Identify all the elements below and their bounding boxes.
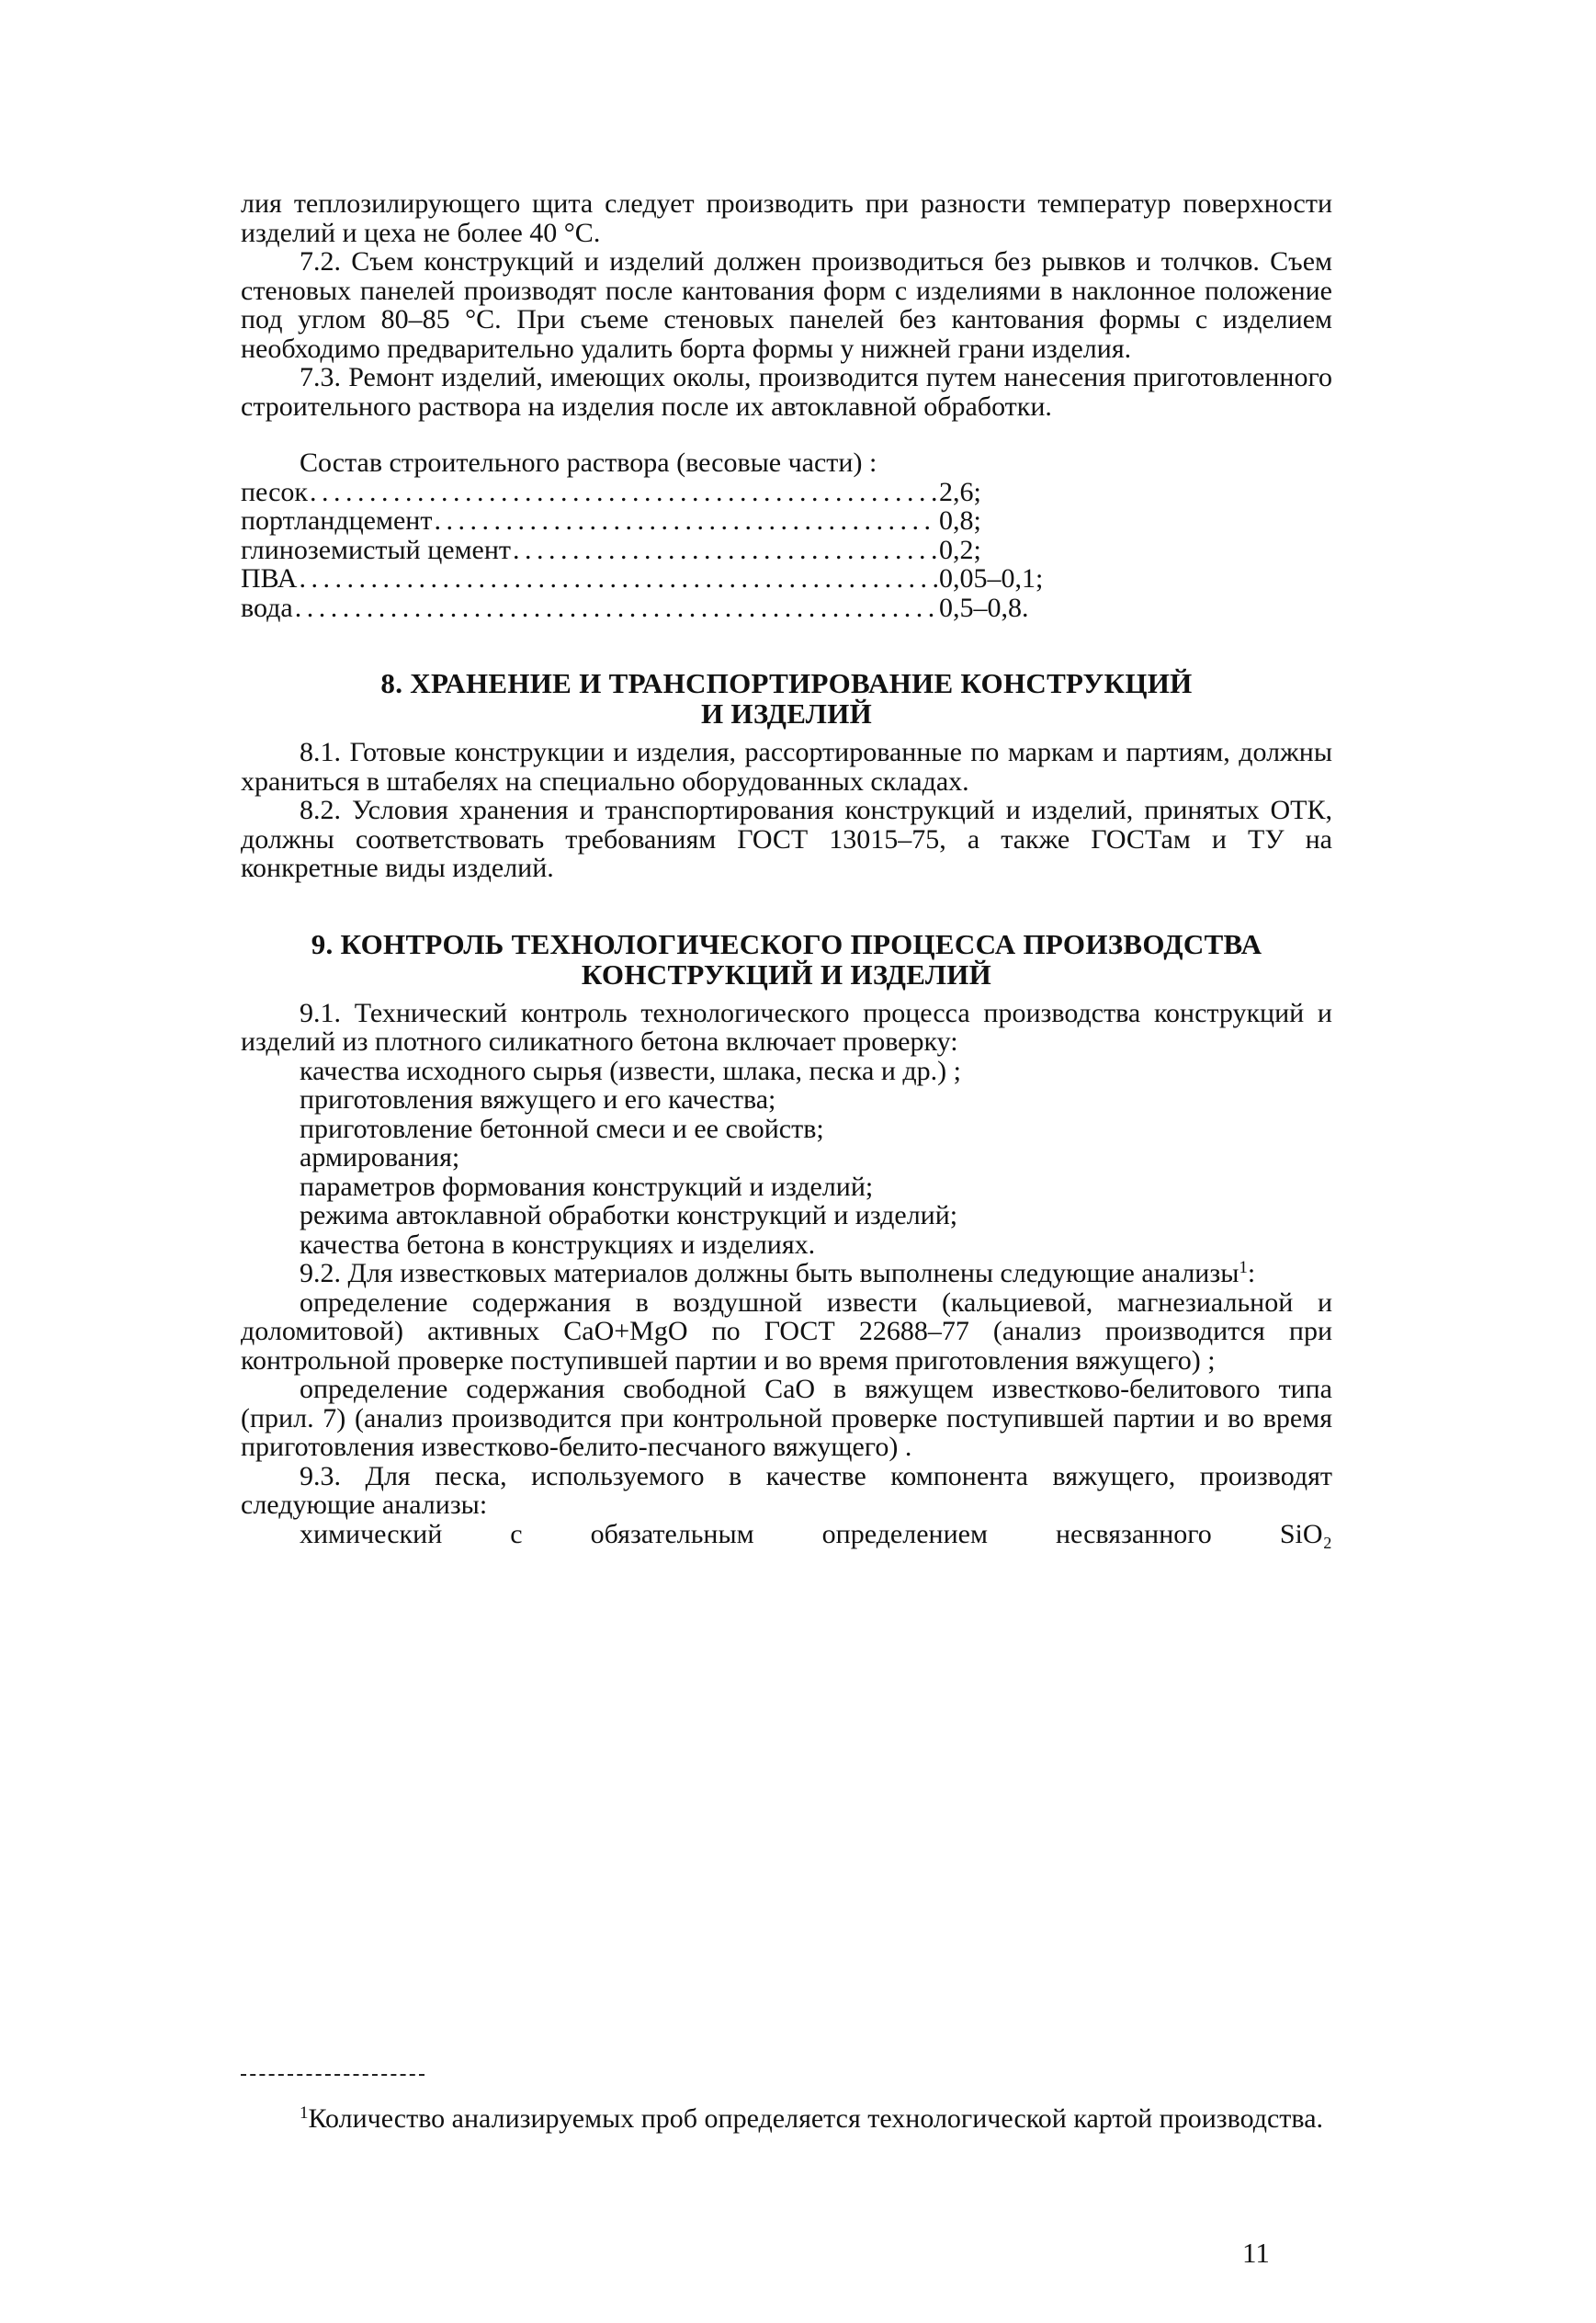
- leader-dots: [299, 564, 937, 594]
- composition-title: Состав строительного раствора (весовые части) :: [300, 448, 877, 478]
- paragraph-7-2: 7.2. Съем конструкций и изделий должен производиться без рывков и толчков. Съем стеновых панелей производят после кантования форм с изделиями в наклонное положение под углом 80–85 °С. При съеме стеновых панелей без кантования формы с изделием необходимо предварительно удалить борта формы у нижней грани изделия.: [241, 246, 1332, 364]
- footnote-paragraph: [241, 2104, 1332, 2134]
- analysis-item-1: определение содержания в воздушной извести (кальциевой, магнезиальной и доломитовой) активных CaO+MgO по ГОСТ 22688–77 (анализ производится при контрольной проверке поступившей партии и во время приготовления вяжущего) ;: [241, 1286, 1332, 1376]
- list-item: качества бетона в конструкциях и изделиях.: [300, 1229, 816, 1260]
- composition-list: [241, 448, 1332, 622]
- composition-item: [241, 594, 1077, 623]
- composition-item-name: ПВА: [241, 563, 298, 594]
- leader-dots: [434, 506, 937, 536]
- footnote: [241, 2104, 1332, 2134]
- footnote-ref[interactable]: 1: [1239, 1258, 1248, 1277]
- paragraph-9-3-continuation: химический с обязательным определением несвязанного SiO₂: [300, 1518, 1332, 1549]
- paragraph-8-1: 8.1. Готовые конструкции и изделия, рассортированные по маркам и партиям, должны храниться в штабелях на специально оборудованных складах.: [241, 737, 1332, 797]
- footnote-mark: 1: [300, 2103, 309, 2123]
- paragraph-9-2: [241, 1259, 1332, 1288]
- list-item: качества исходного сырья (извести, шлака, песка и др.) ;: [300, 1055, 961, 1086]
- page-number: 11: [1242, 2237, 1270, 2269]
- composition-item-value: 0,5–0,8.: [939, 592, 1029, 623]
- composition-item-name: портландцемент: [241, 505, 433, 536]
- composition-item-name: песок: [241, 476, 309, 507]
- list-item: приготовление бетонной смеси и ее свойств;: [300, 1113, 824, 1144]
- section-9-heading-line2: КОНСТРУКЦИЙ И ИЗДЕЛИЙ: [581, 958, 992, 991]
- footnote-divider: [241, 2074, 424, 2076]
- leader-dots: [295, 594, 937, 623]
- paragraph-8-2: 8.2. Условия хранения и транспортирования конструкций и изделий, принятых ОТК, должны соответствовать требованиям ГОСТ 13015–75, а также ГОСТам и ТУ на конкретные виды изделий.: [241, 795, 1332, 883]
- leader-dots: [310, 478, 937, 507]
- paragraph-9-2-text: 9.2. Для известковых материалов должны быть выполнены следующие анализы: [300, 1258, 1239, 1288]
- composition-item-value: 0,8;: [939, 505, 981, 536]
- paragraph-9-1: 9.1. Технический контроль технологического процесса производства конструкций и изделий из плотного силикатного бетона включает проверку:: [241, 997, 1332, 1057]
- section-8-heading-line1: 8. ХРАНЕНИЕ И ТРАНСПОРТИРОВАНИЕ КОНСТРУКЦИЙ: [380, 667, 1193, 699]
- list-item: режима автоклавной обработки конструкций и изделий;: [300, 1200, 958, 1230]
- section-8-heading: [241, 668, 1332, 729]
- composition-item: [241, 564, 1077, 594]
- list-item: армирования;: [300, 1142, 460, 1173]
- paragraph-7-3: 7.3. Ремонт изделий, имеющих околы, производится путем нанесения приготовленного строительного раствора на изделия после их автоклавной обработки.: [241, 362, 1332, 422]
- paragraph-7-1-end: лия теплозилирующего щита следует производить при разности температур поверхности изделий и цеха не более 40 °С.: [241, 188, 1332, 248]
- composition-item-value: 0,2;: [939, 534, 981, 565]
- section-8-heading-line2: И ИЗДЕЛИЙ: [700, 697, 873, 730]
- section-9-heading: [241, 929, 1332, 990]
- composition-item: [241, 536, 1077, 565]
- list-item: параметров формования конструкций и изделий;: [300, 1171, 874, 1202]
- composition-item-name: глиноземистый цемент: [241, 534, 512, 565]
- composition-item-value: 2,6;: [939, 476, 981, 507]
- composition-item-value: 0,05–0,1;: [939, 563, 1044, 594]
- composition-item-name: вода: [241, 592, 293, 623]
- analysis-item-2: определение содержания свободной CaO в вяжущем известково-белитового типа (прил. 7) (анализ производится при контрольной проверке поступившей партии и во время приготовления известково-белито-песчаного вяжущего) .: [241, 1374, 1332, 1462]
- leader-dots: [513, 536, 937, 565]
- main-text: [241, 189, 1332, 1548]
- section-9-heading-line1: 9. КОНТРОЛЬ ТЕХНОЛОГИЧЕСКОГО ПРОЦЕССА ПРОИЗВОДСТВА: [311, 927, 1262, 960]
- paragraph-9-3: 9.3. Для песка, используемого в качестве компонента вяжущего, производят следующие анализы:: [241, 1460, 1332, 1520]
- footnote-text: Количество анализируемых проб определяется технологической картой производства.: [308, 2103, 1324, 2134]
- paragraph-9-2-tail: :: [1247, 1258, 1256, 1288]
- composition-item: [241, 506, 1077, 536]
- list-item: приготовления вяжущего и его качества;: [300, 1084, 776, 1115]
- composition-item: [241, 478, 1077, 507]
